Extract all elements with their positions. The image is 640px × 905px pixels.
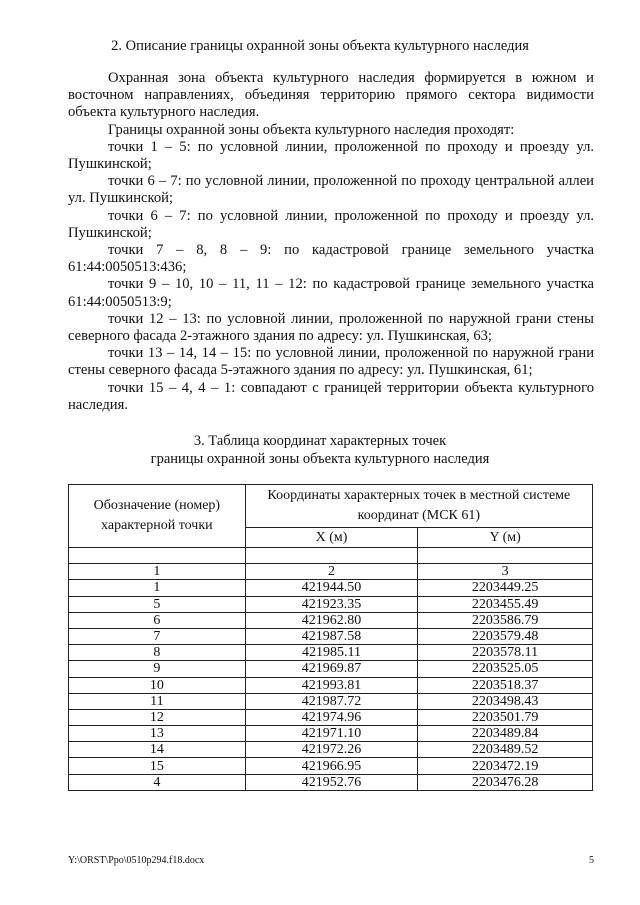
paragraph: точки 6 – 7: по условной линии, проложенной по проходу центральной аллеи ул. Пушкинской; <box>68 173 594 207</box>
paragraph: точки 9 – 10, 10 – 11, 11 – 12: по кадастровой границе земельного участка 61:44:0050513:9; <box>68 276 594 310</box>
x-coordinate-cell: 421923.35 <box>245 596 418 612</box>
x-coordinate-cell: 421985.11 <box>245 645 418 661</box>
point-number-cell: 6 <box>69 612 246 628</box>
point-number-cell: 14 <box>69 742 246 758</box>
paragraph: Границы охранной зоны объекта культурного наследия проходят: <box>108 121 515 138</box>
section-3-title-line-2: границы охранной зоны объекта культурного наследия <box>150 450 490 467</box>
y-coordinate-cell: 2203518.37 <box>418 677 593 693</box>
table-row <box>69 693 593 709</box>
paragraph: точки 1 – 5: по условной линии, проложенной по проходу и проезду ул. Пушкинской; <box>68 138 594 173</box>
table-row <box>69 677 593 693</box>
point-number-cell: 5 <box>69 596 246 612</box>
table-row <box>69 612 593 628</box>
table-row <box>69 580 593 596</box>
header-x: X (м) <box>245 528 418 548</box>
point-number-cell: 10 <box>69 677 246 693</box>
y-coordinate-cell: 2203586.79 <box>418 612 593 628</box>
footer-page-number: 5 <box>589 855 594 866</box>
paragraph: точки 13 – 14, 14 – 15: по условной линии, проложенной по наружной грани стены северного фасада 5-этажного здания по адресу: ул. Пушкинская, 61; <box>68 345 594 379</box>
header-point-designation: Обозначение (номер) характерной точки <box>69 485 246 548</box>
y-coordinate-cell: 2203498.43 <box>418 693 593 709</box>
x-coordinate-cell: 421966.95 <box>245 758 418 774</box>
x-coordinate-cell: 421993.81 <box>245 677 418 693</box>
paragraph: точки 7 – 8, 8 – 9: по кадастровой границе земельного участка 61:44:0050513:436; <box>68 242 594 276</box>
paragraph: точки 12 – 13: по условной линии, проложенной по наружной грани стены северного фасада 2-этажного здания по адресу: ул. Пушкинская, 63; <box>68 310 594 345</box>
header-y: Y (м) <box>418 528 593 548</box>
point-number-cell: 12 <box>69 709 246 725</box>
y-coordinate-cell: 2203525.05 <box>418 661 593 677</box>
x-coordinate-cell: 421952.76 <box>245 774 418 790</box>
point-number-cell: 11 <box>69 693 246 709</box>
y-coordinate-cell: 2203449.25 <box>418 580 593 596</box>
x-coordinate-cell: 421971.10 <box>245 726 418 742</box>
x-coordinate-cell: 421974.96 <box>245 709 418 725</box>
paragraph: Охранная зона объекта культурного наследия формируется в южном и восточном направлениях, объединяя территорию прямого сектора видимости объекта культурного наследия. <box>68 70 594 121</box>
y-coordinate-cell: 2203579.48 <box>418 628 593 644</box>
coordinates-table <box>68 484 593 791</box>
section-3-title-line-1: 3. Таблица координат характерных точек <box>193 433 447 449</box>
y-coordinate-cell: 2203578.11 <box>418 645 593 661</box>
point-number-cell: 1 <box>69 580 246 596</box>
column-number: 2 <box>245 564 418 580</box>
section-2-title: 2. Описание границы охранной зоны объекта культурного наследия <box>111 38 529 54</box>
y-coordinate-cell: 2203476.28 <box>418 774 593 790</box>
y-coordinate-cell: 2203455.49 <box>418 596 593 612</box>
column-number: 1 <box>69 564 246 580</box>
point-number-cell: 7 <box>69 628 246 644</box>
table-row <box>69 726 593 742</box>
point-number-cell: 13 <box>69 726 246 742</box>
x-coordinate-cell: 421987.72 <box>245 693 418 709</box>
header-coordinates: Координаты характерных точек в местной системе координат (МСК 61) <box>245 485 592 528</box>
y-coordinate-cell: 2203489.52 <box>418 742 593 758</box>
table-body <box>69 548 593 791</box>
footer-file-path: Y:\ORST\Ppo\0510p294.f18.docx <box>68 855 205 866</box>
table-row <box>69 661 593 677</box>
point-number-cell: 8 <box>69 645 246 661</box>
section-2-body <box>68 70 594 414</box>
table-row <box>69 596 593 612</box>
paragraph: точки 15 – 4, 4 – 1: совпадают с границей территории объекта культурного наследия. <box>68 379 594 413</box>
x-coordinate-cell: 421962.80 <box>245 612 418 628</box>
table-row <box>69 742 593 758</box>
x-coordinate-cell: 421972.26 <box>245 742 418 758</box>
x-coordinate-cell: 421944.50 <box>245 580 418 596</box>
y-coordinate-cell: 2203489.84 <box>418 726 593 742</box>
table-row <box>69 758 593 774</box>
column-number: 3 <box>418 564 593 580</box>
point-number-cell: 15 <box>69 758 246 774</box>
table-row <box>69 645 593 661</box>
x-coordinate-cell: 421987.58 <box>245 628 418 644</box>
x-coordinate-cell: 421969.87 <box>245 661 418 677</box>
table-row <box>69 774 593 790</box>
point-number-cell: 9 <box>69 661 246 677</box>
paragraph: точки 6 – 7: по условной линии, проложенной по проходу и проезду ул. Пушкинской; <box>68 207 594 241</box>
point-number-cell: 4 <box>69 774 246 790</box>
y-coordinate-cell: 2203472.19 <box>418 758 593 774</box>
table-row <box>69 628 593 644</box>
section-3-title <box>0 433 640 468</box>
table-row <box>69 709 593 725</box>
y-coordinate-cell: 2203501.79 <box>418 709 593 725</box>
column-number-row <box>69 564 593 580</box>
